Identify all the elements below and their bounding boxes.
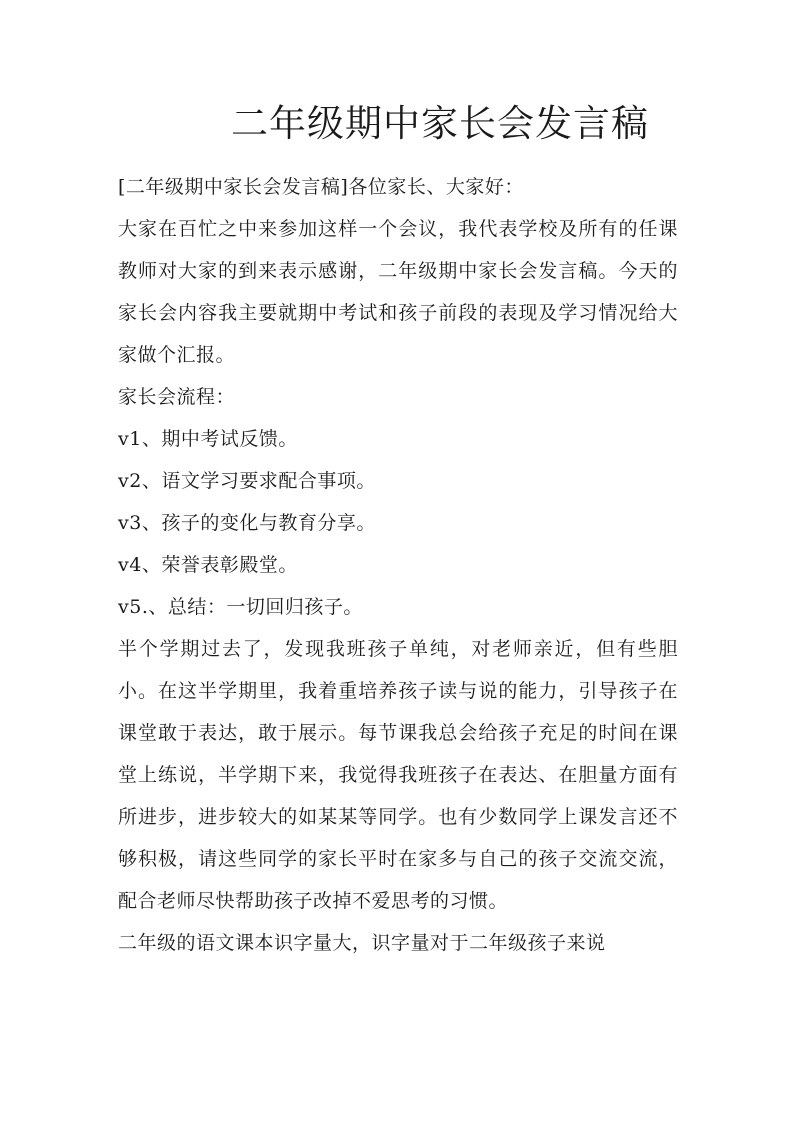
agenda-item-5: v5.、总结：一切回归孩子。: [118, 596, 363, 618]
agenda-item-3: v3、孩子的变化与教育分享。: [118, 512, 376, 534]
paragraph-greeting: [二年级期中家长会发言稿]各位家长、大家好：: [118, 176, 524, 198]
agenda-item-4: v4、荣誉表彰殿堂。: [118, 554, 298, 576]
document-body: [118, 166, 678, 964]
paragraph-agenda-heading: 家长会流程：: [118, 386, 236, 408]
document-title: 二年级期中家长会发言稿: [231, 102, 649, 145]
agenda-item-1: v1、期中考试反馈。: [118, 428, 298, 450]
paragraph-semester-review: 半个学期过去了，发现我班孩子单纯，对老师亲近，但有些胆小。在这半学期里，我着重培养孩子读与说的能力，引导孩子在课堂敢于表达，敢于展示。每节课我总会给孩子充足的时间在课堂上练说，半学期下来，我觉得我班孩子在表达、在胆量方面有所进步，进步较大的如某某等同学。也有少数同学上课发言还不够积极，请这些同学的家长平时在家多与自己的孩子交流交流，配合老师尽快帮助孩子改掉不爱思考的习惯。: [118, 638, 678, 912]
paragraph-literacy: 二年级的语文课本识字量大，识字量对于二年级孩子来说: [118, 932, 606, 954]
agenda-item-2: v2、语文学习要求配合事项。: [118, 470, 376, 492]
paragraph-intro: 大家在百忙之中来参加这样一个会议，我代表学校及所有的任课教师对大家的到来表示感谢，二年级期中家长会发言稿。今天的家长会内容我主要就期中考试和孩子前段的表现及学习情况给大家做个汇报。: [118, 218, 678, 366]
